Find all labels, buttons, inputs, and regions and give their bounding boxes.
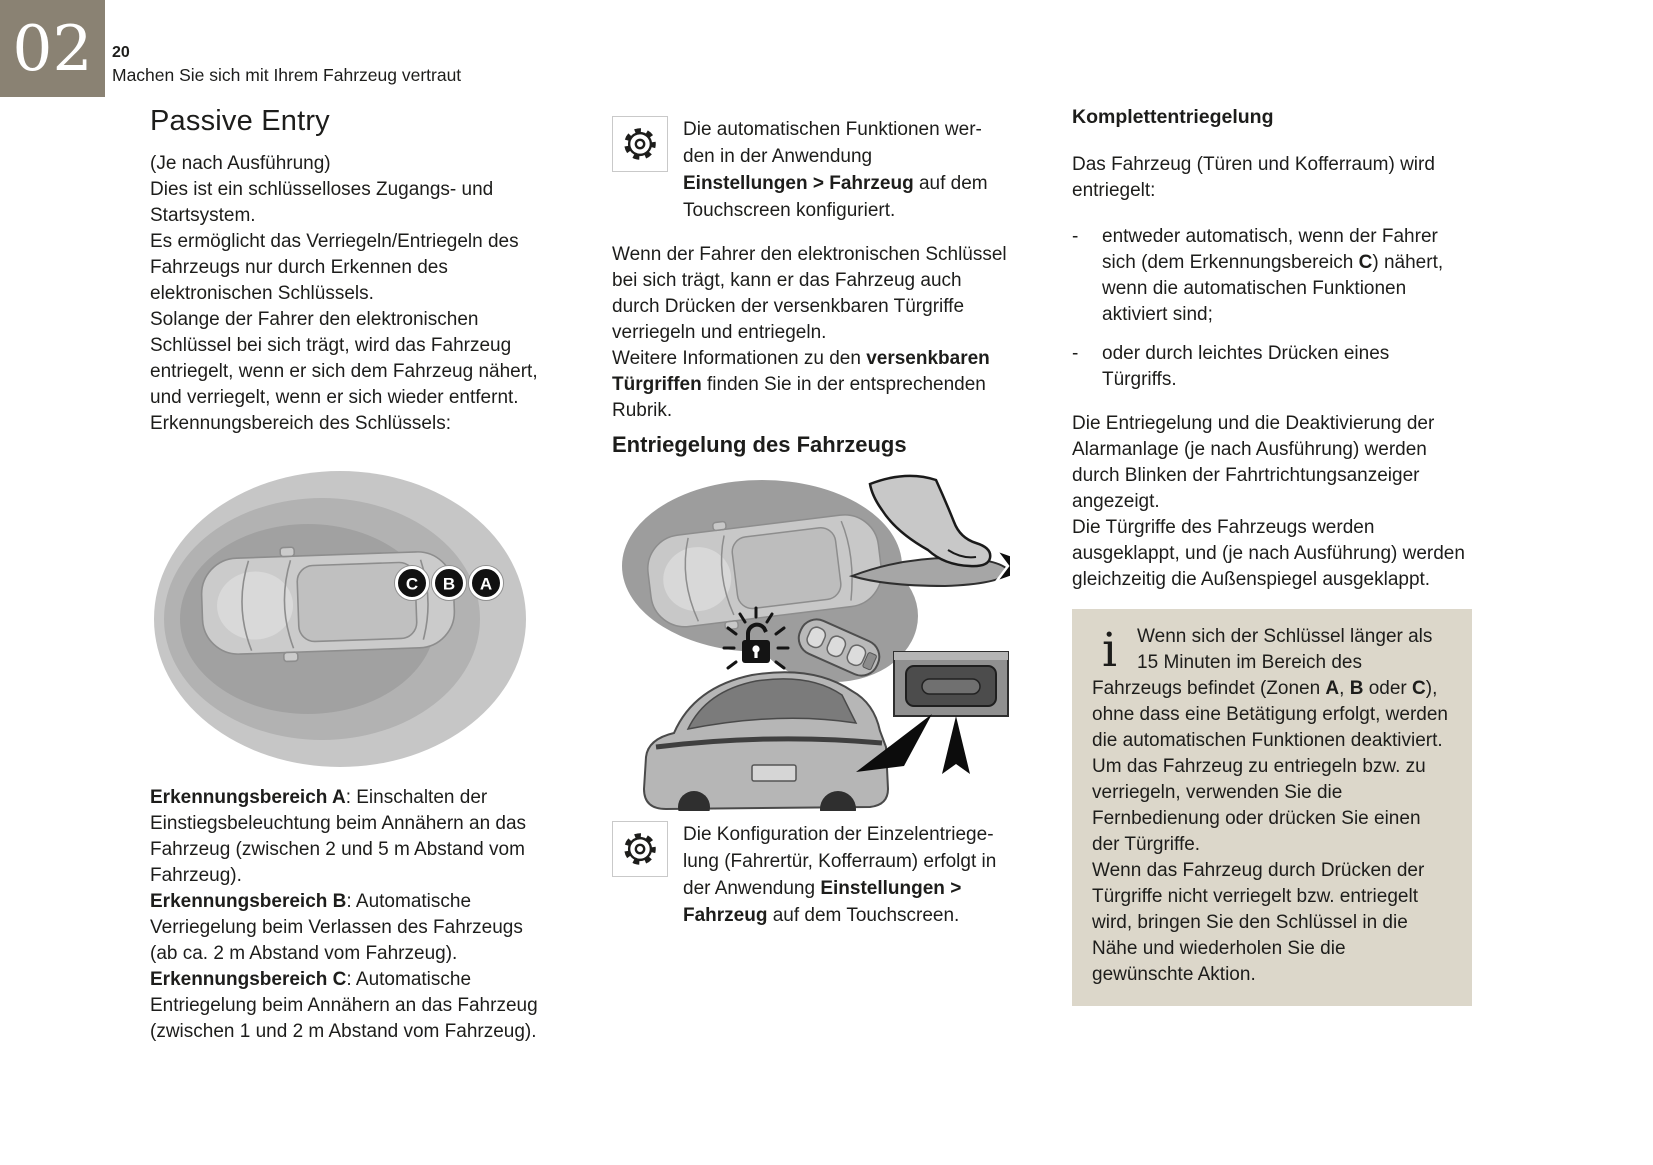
zone-descriptions xyxy=(150,785,542,1045)
bullet-text: entweder automatisch, wenn der Fahrer sich (dem Erkennungsbereich C) nähert, wenn die automatischen Funktionen aktiviert sind; xyxy=(1102,226,1444,325)
svg-text:B: B xyxy=(442,574,456,594)
svg-text:C: C xyxy=(405,574,419,594)
svg-text:A: A xyxy=(479,574,493,594)
chapter-tab xyxy=(0,0,105,97)
settings-note-top-text: Die automatischen Funktionen werden in der Anwendung Einstellungen > Fahrzeug auf dem Touchscreen konfiguriert. xyxy=(683,119,988,221)
section-title: Passive Entry xyxy=(150,105,330,137)
settings-note-bottom xyxy=(612,821,1010,929)
settings-note-bottom-text: Die Konfiguration der Einzelentriegelung (Fahrertür, Kofferraum) erfolgt in der Anwendung Einstellungen > Fahrzeug auf dem Touchscreen. xyxy=(683,824,997,926)
key-detection-zones-illustration xyxy=(150,463,542,775)
paragraph: Die Entriegelung und die Deaktivierung der Alarmanlage (je nach Ausführung) werden durch Blinken der Fahrtrichtungsanzeiger angezeigt. xyxy=(1072,413,1435,512)
paragraph: Das Fahrzeug (Türen und Kofferraum) wird entriegelt: xyxy=(1072,154,1435,201)
paragraph: Solange der Fahrer den elektronischen Schlüssel bei sich trägt, wird das Fahrzeug entriegelt, wenn er sich dem Fahrzeug nähert, und verriegelt, wenn er sich wieder entfernt. xyxy=(150,309,538,408)
paragraph: Die Türgriffe des Fahrzeugs werden ausgeklappt, und (je nach Ausführung) werden gleichzeitig die Außenspiegel ausgeklappt. xyxy=(1072,517,1465,590)
list-item xyxy=(1072,341,1462,393)
bullet-marker: - xyxy=(1072,226,1079,247)
right-column xyxy=(1072,104,1472,1006)
zone-c-description: Erkennungsbereich C: Automatische Entriegelung beim Annähern an das Fahrzeug (zwischen 1 und 2 m Abstand vom Fahrzeug). xyxy=(150,969,538,1042)
press-arrow-up xyxy=(942,716,970,774)
settings-note-top xyxy=(612,116,1010,224)
left-column xyxy=(150,105,542,1045)
car-rear-view xyxy=(644,672,888,811)
list-item xyxy=(1072,224,1462,328)
running-head xyxy=(112,44,461,86)
zone-b-description: Erkennungsbereich B: Automatische Verriegelung beim Verlassen des Fahrzeugs (ab ca. 2 m Abstand vom Fahrzeug). xyxy=(150,891,523,964)
paragraph: Es ermöglicht das Verriegeln/Entriegeln des Fahrzeugs nur durch Erkennen des elektronischen Schlüssels. xyxy=(150,231,519,304)
unlocking-illustration xyxy=(612,466,1010,811)
settings-icon-box xyxy=(612,116,668,172)
paragraph: Wenn der Fahrer den elektronischen Schlüssel bei sich trägt, kann er das Fahrzeug auch durch Drücken der versenkbaren Türgriffe verriegeln und entriegeln. xyxy=(612,244,1007,343)
gear-icon xyxy=(622,126,658,162)
info-box-paragraph: Wenn sich der Schlüssel länger als 15 Minuten im Bereich des Fahrzeugs befindet (Zonen A, B oder C), ohne dass eine Betätigung erfolgt, werden die automatischen Funktionen deaktiviert. Um das Fahrzeug zu entriegeln bzw. zu verriegeln, verwenden Sie die Fernbedienung oder drücken Sie einen der Türgriffe. xyxy=(1092,626,1448,855)
info-box xyxy=(1072,609,1472,1006)
car-top-view xyxy=(200,542,456,665)
bullet-marker: - xyxy=(1072,343,1079,364)
chapter-number: 02 xyxy=(12,12,93,85)
settings-icon-box xyxy=(612,821,668,877)
zone-a-description: Erkennungsbereich A: Einschalten der Einstiegsbeleuchtung beim Annähern an das Fahrzeug (zwischen 2 und 5 m Abstand vom Fahrzeug). xyxy=(150,787,527,886)
zone-badge-b xyxy=(432,566,467,601)
complete-unlocking-heading: Komplettentriegelung xyxy=(1072,106,1274,128)
info-icon: i xyxy=(1102,623,1118,678)
bullet-text: oder durch leichtes Drücken eines Türgriffs. xyxy=(1102,343,1390,390)
zone-badge-a xyxy=(469,566,504,601)
chapter-title: Machen Sie sich mit Ihrem Fahrzeug vertraut xyxy=(112,65,462,85)
paragraph: Weitere Informationen zu den versenkbaren Türgriffen finden Sie in der entsprechenden Rubrik. xyxy=(612,348,990,421)
unlocking-heading: Entriegelung des Fahrzeugs xyxy=(612,432,907,457)
paragraph: Erkennungsbereich des Schlüssels: xyxy=(150,413,452,434)
zone-badge-c xyxy=(395,566,430,601)
bullet-list xyxy=(1072,224,1462,393)
middle-column xyxy=(612,106,1010,929)
page-number: 20 xyxy=(112,44,130,61)
paragraph: Dies ist ein schlüsselloses Zugangs- und Startsystem. xyxy=(150,179,494,226)
gear-icon xyxy=(622,831,658,867)
paragraph: (Je nach Ausführung) xyxy=(150,153,331,174)
info-box-paragraph: Wenn das Fahrzeug durch Drücken der Türgriffe nicht verriegelt bzw. entriegelt wird, bringen Sie den Schlüssel in die Nähe und wiederholen Sie die gewünschte Aktion. xyxy=(1092,860,1425,985)
tailgate-button-closeup xyxy=(894,652,1008,716)
